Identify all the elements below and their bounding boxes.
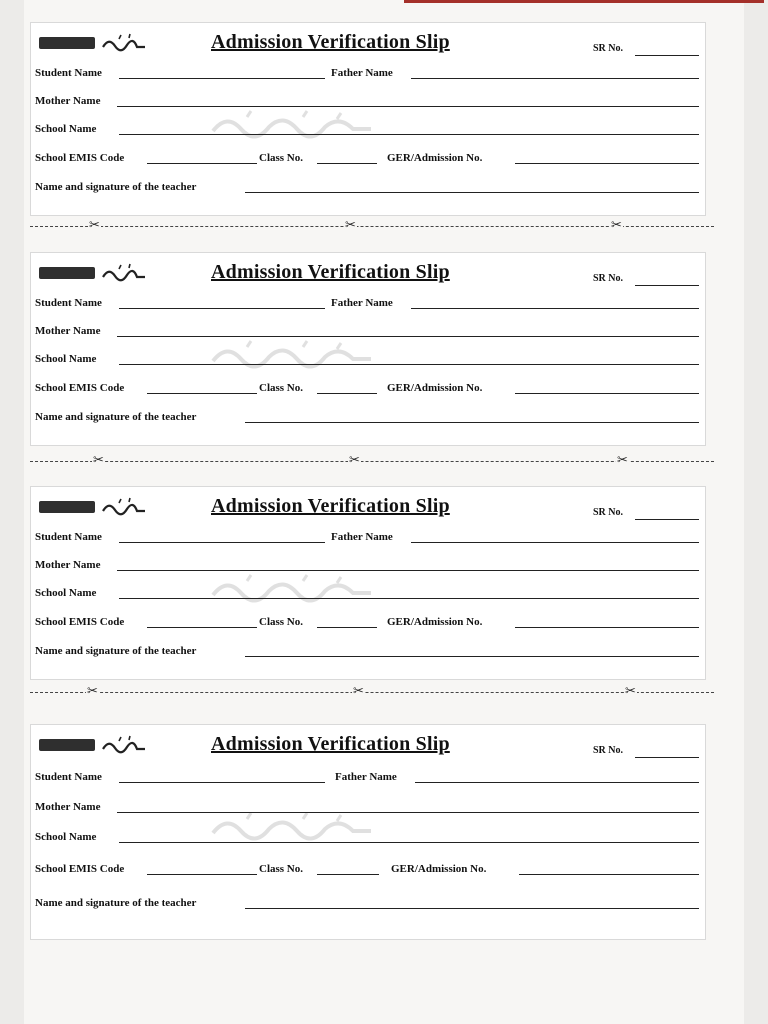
- sr-number-label: SR No.: [593, 745, 624, 756]
- admission-slip: [30, 724, 706, 940]
- student-name-field[interactable]: [119, 542, 325, 543]
- row-teacher: [35, 411, 701, 427]
- sr-number-field[interactable]: [635, 757, 699, 758]
- student-name-label: Student Name: [35, 67, 102, 79]
- sr-number-field[interactable]: [635, 285, 699, 286]
- father-name-label: Father Name: [335, 771, 397, 783]
- class-no-field[interactable]: [317, 163, 377, 164]
- father-name-label: Father Name: [331, 531, 393, 543]
- emis-code-field[interactable]: [147, 393, 257, 394]
- student-name-field[interactable]: [119, 782, 325, 783]
- scissors-icon: ✂: [617, 453, 628, 468]
- school-name-label: School Name: [35, 123, 97, 135]
- row-teacher: [35, 645, 701, 661]
- school-name-label: School Name: [35, 587, 97, 599]
- teacher-signature-field[interactable]: [245, 422, 699, 423]
- emis-code-label: School EMIS Code: [35, 863, 125, 875]
- logo-badge: [39, 267, 95, 279]
- ger-admission-field[interactable]: [519, 874, 699, 875]
- logo-script-icon: [99, 735, 147, 755]
- class-no-field[interactable]: [317, 393, 377, 394]
- class-no-field[interactable]: [317, 874, 379, 875]
- mother-name-label: Mother Name: [35, 559, 101, 571]
- teacher-signature-label: Name and signature of the teacher: [35, 411, 197, 423]
- ehsaas-logo: [39, 737, 147, 755]
- ger-admission-field[interactable]: [515, 163, 699, 164]
- teacher-signature-field[interactable]: [245, 908, 699, 909]
- student-name-label: Student Name: [35, 771, 102, 783]
- logo-script-icon: [99, 497, 147, 517]
- ger-admission-field[interactable]: [515, 393, 699, 394]
- school-name-field[interactable]: [119, 842, 699, 843]
- cut-line-dashes: [30, 461, 714, 462]
- emis-code-label: School EMIS Code: [35, 382, 125, 394]
- row-student-father: [35, 297, 701, 313]
- school-name-field[interactable]: [119, 134, 699, 135]
- class-no-label: Class No.: [259, 863, 304, 875]
- scissors-icon: ✂: [625, 684, 636, 699]
- ger-admission-label: GER/Admission No.: [387, 616, 483, 628]
- school-name-label: School Name: [35, 831, 97, 843]
- sr-number-label: SR No.: [593, 43, 624, 54]
- mother-name-label: Mother Name: [35, 325, 101, 337]
- logo-badge: [39, 37, 95, 49]
- emis-code-label: School EMIS Code: [35, 152, 125, 164]
- row-emis-class-ger: [35, 616, 701, 632]
- row-mother: [35, 325, 701, 341]
- row-emis-class-ger: [35, 382, 701, 398]
- cut-line: [30, 686, 714, 698]
- father-name-field[interactable]: [411, 308, 699, 309]
- logo-badge: [39, 501, 95, 513]
- father-name-field[interactable]: [411, 78, 699, 79]
- document-page: [24, 0, 744, 1024]
- mother-name-field[interactable]: [117, 336, 699, 337]
- row-school: [35, 123, 701, 139]
- father-name-field[interactable]: [411, 542, 699, 543]
- teacher-signature-field[interactable]: [245, 192, 699, 193]
- teacher-signature-label: Name and signature of the teacher: [35, 645, 197, 657]
- teacher-signature-field[interactable]: [245, 656, 699, 657]
- slip-title: Admission Verification Slip: [211, 733, 450, 755]
- student-name-field[interactable]: [119, 308, 325, 309]
- emis-code-field[interactable]: [147, 163, 257, 164]
- logo-script-icon: [99, 33, 147, 53]
- emis-code-label: School EMIS Code: [35, 616, 125, 628]
- row-teacher: [35, 181, 701, 197]
- row-school: [35, 831, 701, 847]
- father-name-field[interactable]: [415, 782, 699, 783]
- school-name-field[interactable]: [119, 598, 699, 599]
- scissors-icon: ✂: [87, 684, 98, 699]
- mother-name-label: Mother Name: [35, 95, 101, 107]
- sr-number-label: SR No.: [593, 273, 624, 284]
- school-name-label: School Name: [35, 353, 97, 365]
- scissors-icon: ✂: [349, 453, 360, 468]
- scissors-icon: ✂: [353, 684, 364, 699]
- ger-admission-label: GER/Admission No.: [387, 382, 483, 394]
- admission-slip: [30, 486, 706, 680]
- school-name-field[interactable]: [119, 364, 699, 365]
- student-name-label: Student Name: [35, 531, 102, 543]
- ger-admission-field[interactable]: [515, 627, 699, 628]
- row-mother: [35, 801, 701, 817]
- slip-title: Admission Verification Slip: [211, 261, 450, 283]
- mother-name-field[interactable]: [117, 570, 699, 571]
- page-edge-accent: [404, 0, 764, 3]
- scissors-icon: ✂: [345, 218, 356, 233]
- father-name-label: Father Name: [331, 67, 393, 79]
- class-no-label: Class No.: [259, 152, 304, 164]
- logo-badge: [39, 739, 95, 751]
- row-mother: [35, 559, 701, 575]
- emis-code-field[interactable]: [147, 874, 257, 875]
- logo-script-icon: [99, 263, 147, 283]
- ehsaas-logo: [39, 265, 147, 283]
- mother-name-label: Mother Name: [35, 801, 101, 813]
- mother-name-field[interactable]: [117, 812, 699, 813]
- class-no-label: Class No.: [259, 382, 304, 394]
- teacher-signature-label: Name and signature of the teacher: [35, 897, 197, 909]
- student-name-label: Student Name: [35, 297, 102, 309]
- row-school: [35, 353, 701, 369]
- scissors-icon: ✂: [89, 218, 100, 233]
- sr-number-field[interactable]: [635, 55, 699, 56]
- cut-line-dashes: [30, 692, 714, 693]
- row-school: [35, 587, 701, 603]
- sr-number-label: SR No.: [593, 507, 624, 518]
- cut-line: [30, 455, 714, 467]
- row-emis-class-ger: [35, 152, 701, 168]
- emis-code-field[interactable]: [147, 627, 257, 628]
- row-emis-class-ger: [35, 863, 701, 879]
- row-student-father: [35, 67, 701, 83]
- class-no-label: Class No.: [259, 616, 304, 628]
- father-name-label: Father Name: [331, 297, 393, 309]
- admission-slip: [30, 252, 706, 446]
- ger-admission-label: GER/Admission No.: [391, 863, 487, 875]
- ehsaas-logo: [39, 499, 147, 517]
- admission-slip: [30, 22, 706, 216]
- scissors-icon: ✂: [93, 453, 104, 468]
- student-name-field[interactable]: [119, 78, 325, 79]
- sr-number-field[interactable]: [635, 519, 699, 520]
- cut-line: [30, 220, 714, 232]
- slip-title: Admission Verification Slip: [211, 31, 450, 53]
- teacher-signature-label: Name and signature of the teacher: [35, 181, 197, 193]
- ger-admission-label: GER/Admission No.: [387, 152, 483, 164]
- row-teacher: [35, 897, 701, 913]
- row-mother: [35, 95, 701, 111]
- row-student-father: [35, 771, 701, 787]
- ehsaas-logo: [39, 35, 147, 53]
- mother-name-field[interactable]: [117, 106, 699, 107]
- row-student-father: [35, 531, 701, 547]
- slip-title: Admission Verification Slip: [211, 495, 450, 517]
- class-no-field[interactable]: [317, 627, 377, 628]
- scissors-icon: ✂: [611, 218, 622, 233]
